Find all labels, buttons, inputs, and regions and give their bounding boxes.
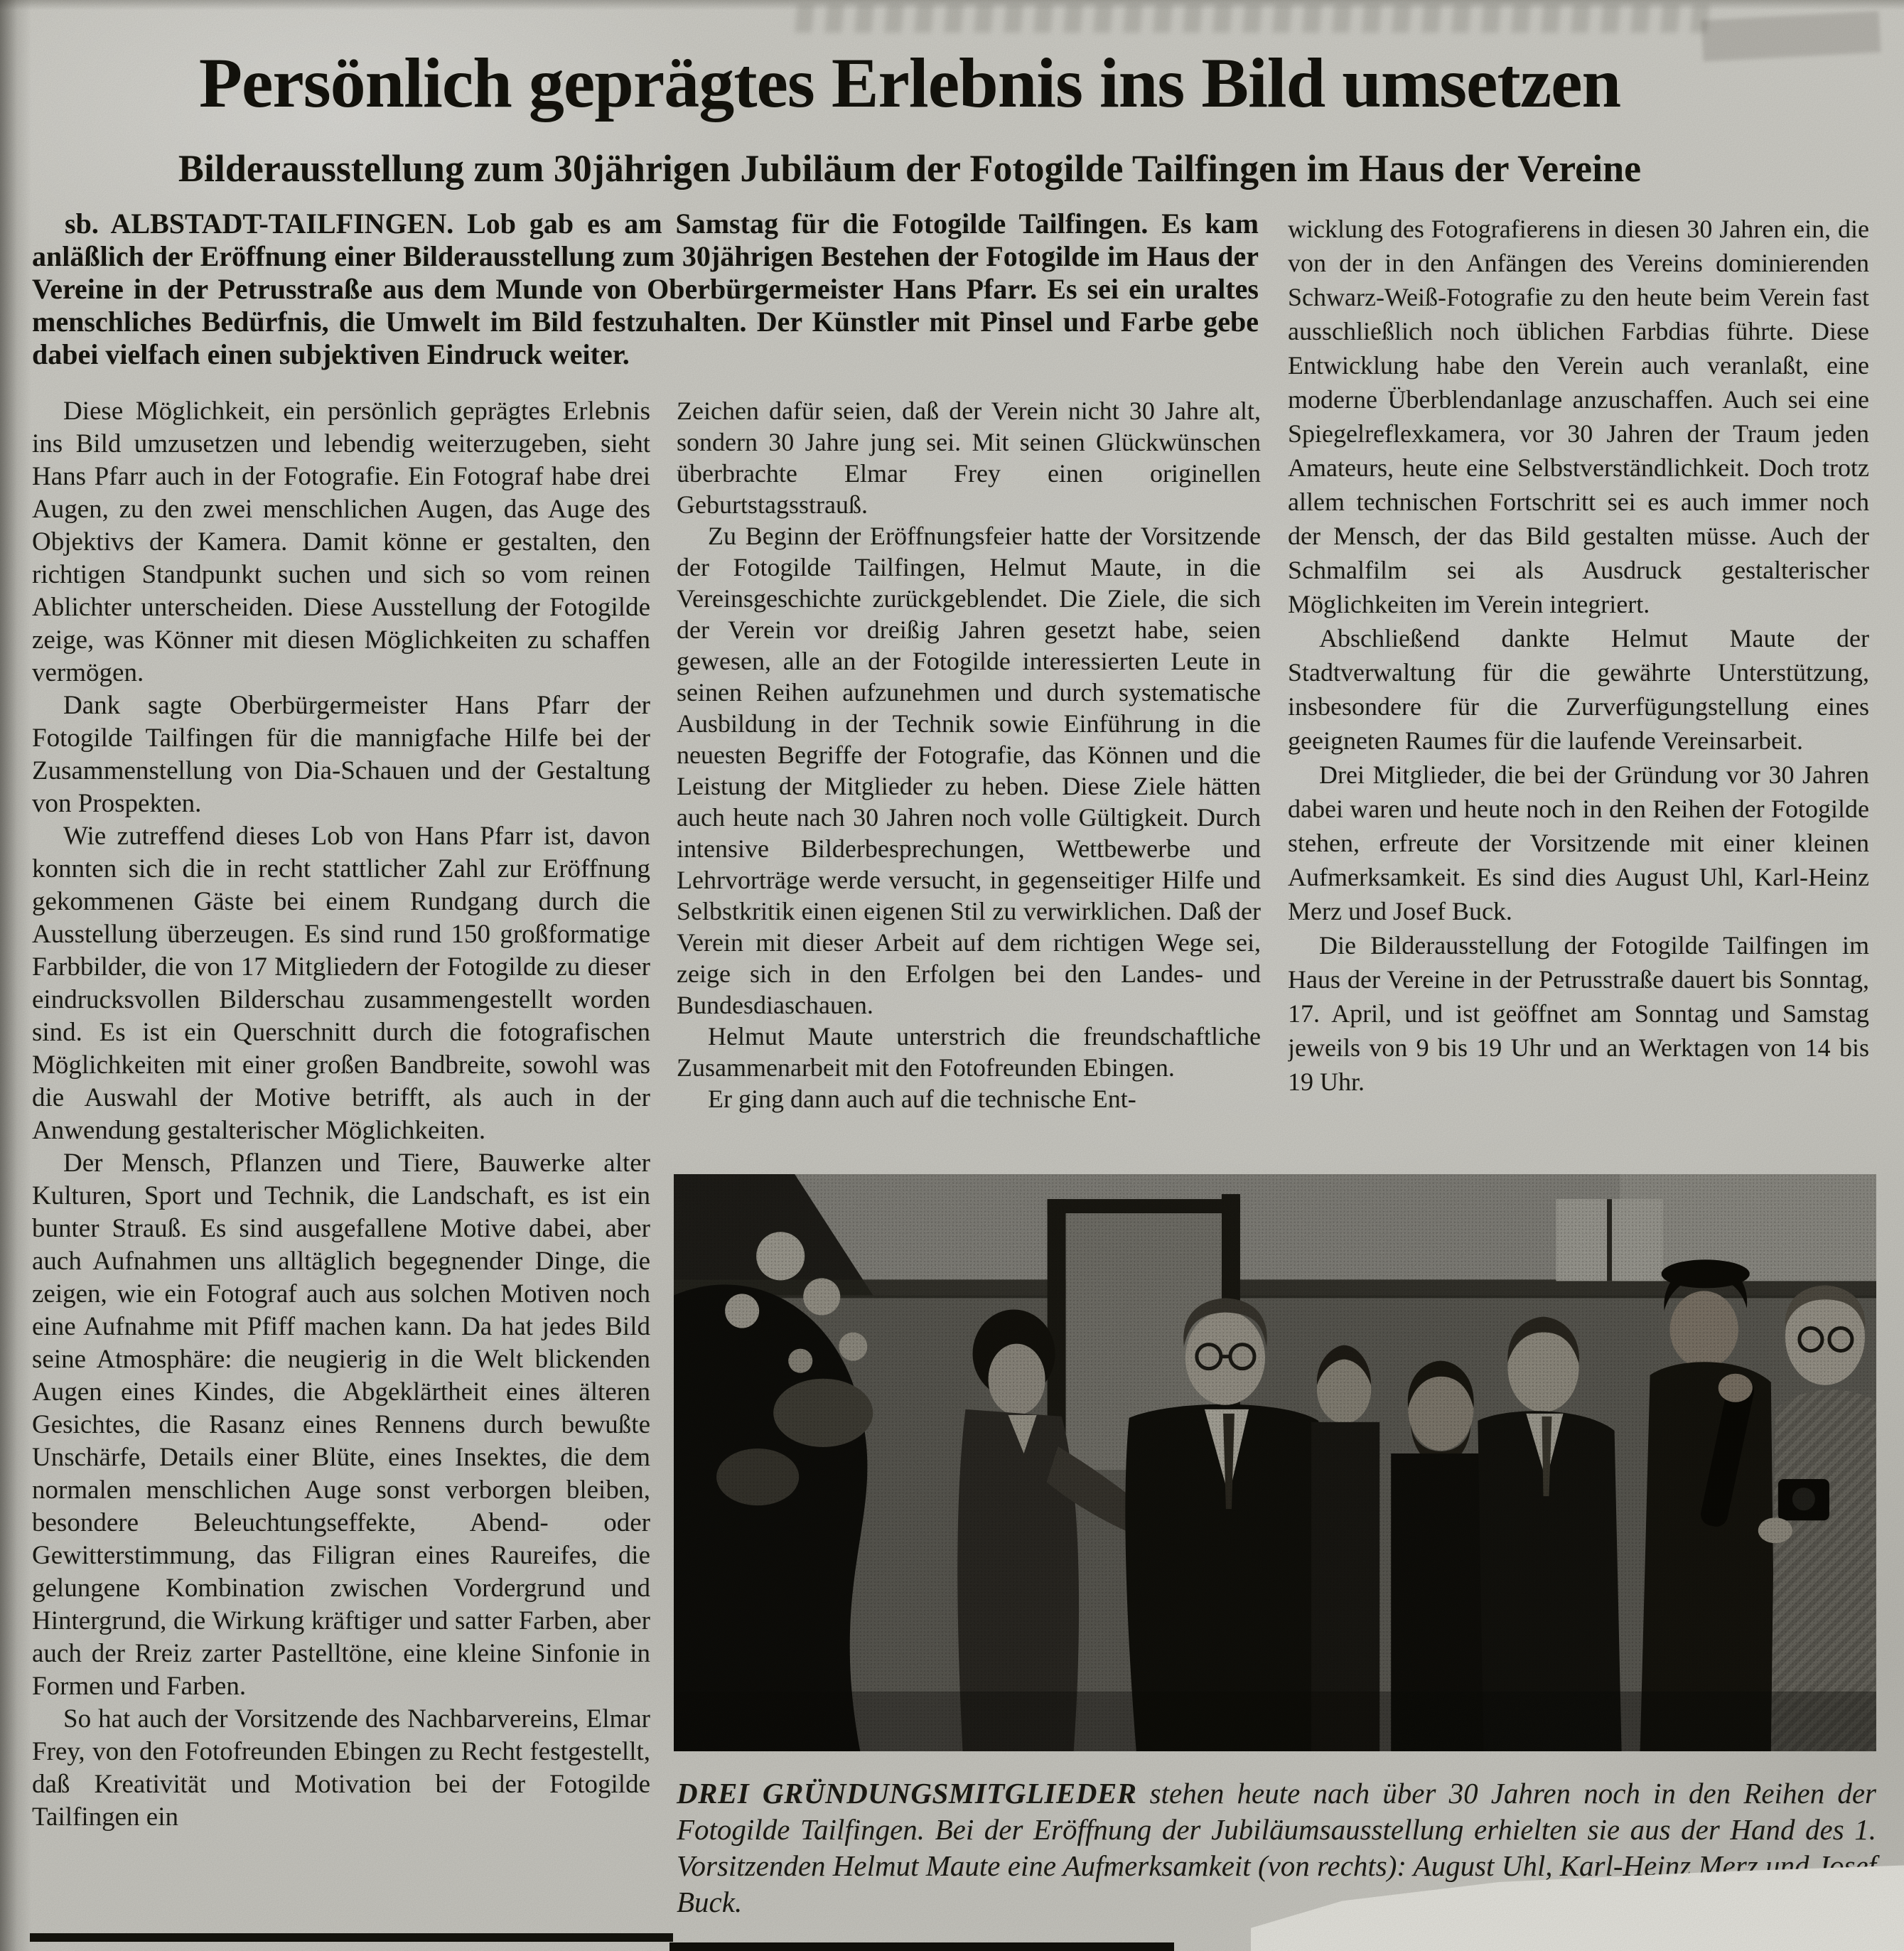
column-right [1288,212,1869,1207]
article-paragraph: Dank sagte Oberbürgermeister Hans Pfarr der Fotogilde Tailfingen für die mannigfache Hilfe bei der Zusammenstellung von Dia-Schauen und der Gestaltung von Prospekten. [32,691,650,818]
article-paragraph: Drei Mitglieder, die bei der Gründung vor 30 Jahren dabei waren und heute noch in den Reihen der Fotogilde stehen, erfreute der Vorsitzende mit einer kleinen Aufmerksamkeit. Es sind dies August Uhl, Karl-Heinz Merz und Josef Buck. [1288,760,1869,925]
article-paragraph: Zeichen dafür seien, daß der Verein nicht 30 Jahre alt, sondern 30 Jahre jung sei. Mit seinen Glückwünschen überbrachte Elmar Frey einen originellen Geburtstagsstrauß. [677,397,1261,519]
subheadline: Bilderausstellung zum 30jährigen Jubiläum der Fotogilde Tailfingen im Haus der Vereine [178,147,1642,190]
exhibition-photo-art [674,1174,1876,1751]
caption-lead-in: DREI GRÜNDUNGSMITGLIEDER [677,1777,1137,1810]
bottom-rule-center [669,1942,1174,1951]
column-middle [677,395,1261,1170]
exhibition-photo [674,1174,1876,1751]
article-paragraph: Die Bilderausstellung der Fotogilde Tailfingen im Haus der Vereine in der Petrusstraße dauert bis Sonntag, 17. April, und ist geöffnet am Sonntag und Samstag jeweils von 9 bis 19 Uhr und an Werktagen von 14 bis 19 Uhr. [1288,931,1869,1096]
scan-edge-shadow-top [0,0,1904,10]
bottom-rule-left [30,1933,673,1942]
article-paragraph: wicklung des Fotografierens in diesen 30 Jahren ein, die von der in den Anfängen des Vereins dominierenden Schwarz-Weiß-Fotografie zu den heute beim Verein fast ausschließlich noch üblichen Farbdias führte. Diese Entwicklung habe den Verein auch veranlaßt, eine moderne Überblendanlage anzuschaffen. Auch sei eine Spiegelreflexkamera, vor 30 Jahren der Traum jeden Amateurs, heute eine Selbstverständlichkeit. Doch trotz allem technischen Fortschritt sei es auch immer noch der Mensch, der das Bild gestalten müsse. Auch der Schmalfilm sei als Ausdruck gestalterischer Möglichkeiten im Verein integriert. [1288,215,1869,618]
lead-paragraph: sb. ALBSTADT-TAILFINGEN. Lob gab es am Samstag für die Fotogilde Tailfingen. Es kam anläßlich der Eröffnung einer Bilderausstellung zum 30jährigen Bestehen der Fotogilde im Haus der Vereine in der Petrusstraße aus dem Munde von Oberbürgermeister Hans Pfarr. Es sei ein uraltes menschliches Bedürfnis, die Umwelt im Bild festzuhalten. Der Künstler mit Pinsel und Farbe gebe dabei vielfach einen subjektiven Eindruck weiter. [32,208,1259,370]
ink-bleedthrough-ghost [795,4,1721,33]
article-paragraph: Er ging dann auch auf die technische Ent- [708,1085,1136,1113]
article-paragraph: Diese Möglichkeit, ein persönlich geprägtes Erlebnis ins Bild umzusetzen und lebendig weiterzugeben, sieht Hans Pfarr auch in der Fotografie. Ein Fotograf habe drei Augen, zu den zwei menschlichen Augen, das Auge des Objektivs der Kamera. Damit könne er gestalten, den richtigen Standpunkt suchen und sich so vom reinen Ablichter unterscheiden. Diese Ausstellung der Fotogilde zeige, was Könner mit diesen Möglichkeiten zu schaffen vermögen. [32,397,650,687]
article-paragraph: So hat auch der Vorsitzende des Nachbarvereins, Elmar Frey, von den Fotofreunden Ebingen zu Recht festgestellt, daß Kreativität und Motivation bei der Fotogilde Tailfingen ein [32,1704,650,1832]
article-paragraph: Der Mensch, Pflanzen und Tiere, Bauwerke alter Kulturen, Sport und Technik, die Landschaft, es ist ein bunter Strauß. Es sind ausgefallene Motive dabei, aber auch Aufnahmen uns alltäglich begegnender Dinge, die zeigen, wie ein Fotograf auch aus solchen Motiven noch eine Aufnahme mit Pfiff machen kann. Da hat jedes Bild seine Atmosphäre: die neugierig in die Welt blickenden Augen eines Kindes, die Abgeklärtheit eines älteren Gesichtes, die Rasanz eines Rennens durch bewußte Unschärfe, Details einer Blüte, eines Insektes, die dem normalen menschlichen Auge sonst verborgen bleiben, besondere Beleuchtungseffekte, Abend- oder Gewitterstimmung, das Filigran eines Raureifes, die gelungene Kombination zwischen Vordergrund und Hintergrund, die Wirkung kräftiger und satter Farben, aber auch der Rreiz zarter Pastelltöne, eine kleine Sinfonie in Formen und Farben. [32,1149,650,1701]
headline: Persönlich geprägtes Erlebnis ins Bild umsetzen [198,43,1621,122]
scan-edge-shadow-left [0,0,31,1951]
caption-text: stehen heute nach über 30 Jahren noch in den Reihen der Fotogilde Tailfingen. Bei der Eröffnung der Jubiläumsausstellung erhielten sie aus der Hand des 1. Vorsitzenden Helmut Maute eine Aufmerksamkeit (von rechts): August Uhl, Karl-Heinz Merz und Josef Buck. [677,1777,1877,1918]
column-left [32,395,650,1935]
article-paragraph: Wie zutreffend dieses Lob von Hans Pfarr ist, davon konnten sich die in recht stattlicher Zahl zur Eröffnung gekommenen Gäste bei einem Rundgang durch die Ausstellung überzeugen. Es sind rund 150 großformatige Farbbilder, die von 17 Mitgliedern der Fotogilde zu dieser eindrucksvollen Bilderschau zusammengestellt worden sind. Es ist ein Querschnitt durch die fotografischen Möglichkeiten mit einer großen Bandbreite, sowohl was die Auswahl der Motive betrifft, als auch in der Anwendung gestalterischer Möglichkeiten. [32,822,650,1145]
article-paragraph: Zu Beginn der Eröffnungsfeier hatte der Vorsitzende der Fotogilde Tailfingen, Helmut Maute, in die Vereinsgeschichte zurückgeblendet. Die Ziele, die sich der Verein vor dreißig Jahren gesetzt habe, seien gewesen, alle an der Fotogilde interessierten Leute in seinen Reihen aufzunehmen und durch systematische Ausbildung in der Technik sowie Einführung in die neuesten Begriffe der Fotografie, das Können und die Leistung der Mitglieder zu heben. Diese Ziele hätten auch heute nach 30 Jahren noch volle Gültigkeit. Durch intensive Bilderbesprechungen, Wettbewerbe und Lehrvorträge werde versucht, in gegenseitiger Hilfe und Selbstkritik einen eigenen Stil zu verwirklichen. Daß der Verein mit dieser Arbeit auf dem richtigen Wege sei, zeige sich in den Erfolgen bei den Landes- und Bundesdiaschauen. [677,522,1261,1019]
article-paragraph: Helmut Maute unterstrich die freundschaftliche Zusammenarbeit mit den Fotofreunden Ebingen. [677,1022,1261,1082]
article-paragraph: Abschließend dankte Helmut Maute der Stadtverwaltung für die gewährte Unterstützung, insbesondere für die Zurverfügungstellung eines geeigneten Raumes für die laufende Vereinsarbeit. [1288,624,1869,755]
